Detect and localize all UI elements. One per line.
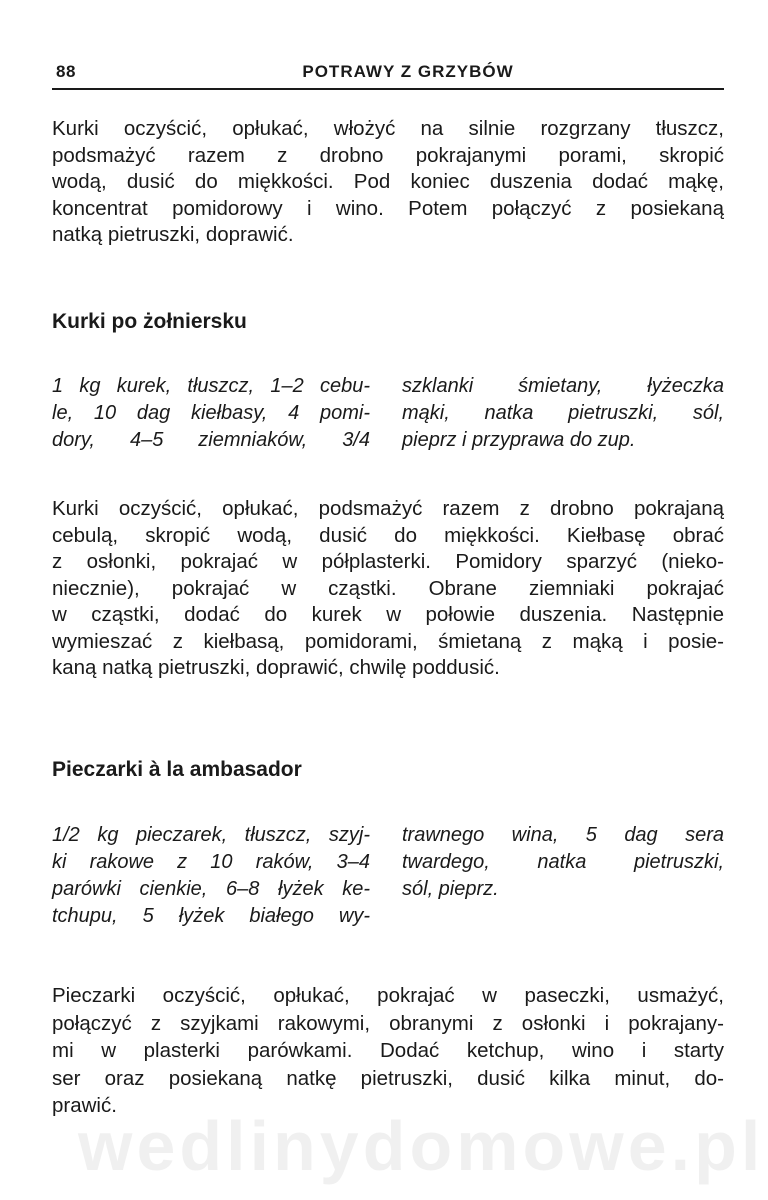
- text-line: twardego, natka pietruszki,: [402, 851, 724, 873]
- text-line: w cząstki, dodać do kurek w połowie duszenia. Następnie: [52, 603, 724, 626]
- text-line: sól, pieprz.: [402, 878, 499, 900]
- recipe1-method: [52, 496, 724, 682]
- text-line: ser oraz posiekaną natkę pietruszki, dusić kilka minut, do-: [52, 1066, 724, 1090]
- recipe2-method: [52, 982, 724, 1120]
- text-line: Kurki oczyścić, opłukać, podsmażyć razem z drobno pokrajaną: [52, 497, 724, 520]
- ingredients-column-right: [402, 373, 724, 454]
- text-line: 1/2 kg pieczarek, tłuszcz, szyj-: [52, 824, 370, 846]
- text-line: wymieszać z kiełbasą, pomidorami, śmietaną z mąką i posie-: [52, 629, 724, 653]
- text-line: połączyć z szyjkami rakowymi, obranymi z osłonki i pokrajany-: [52, 1011, 724, 1035]
- running-head: POTRAWY Z GRZYBÓW: [302, 62, 514, 81]
- ingredients-column-right: [402, 822, 724, 903]
- text-line: mąki, natka pietruszki, sól,: [402, 402, 724, 424]
- text-line: szklanki śmietany, łyżeczka: [402, 375, 724, 397]
- page-number: 88: [56, 62, 76, 81]
- text-line: le, 10 dag kiełbasy, 4 pomi-: [52, 402, 370, 424]
- recipe-title-pieczarki: Pieczarki à la ambasador: [52, 758, 302, 781]
- recipe1-ingredients: [52, 373, 724, 457]
- text-line: cebulą, skropić wodą, dusić do miękkości. Kiełbasę obrać: [52, 523, 724, 547]
- intro-paragraph: [52, 116, 724, 249]
- text-line: pieprz i przyprawa do zup.: [402, 429, 636, 451]
- text-line: ki rakowe z 10 raków, 3–4: [52, 851, 370, 873]
- page-header: [52, 58, 724, 90]
- text-line: niecznie), pokrajać w cząstki. Obrane ziemniaki pokrajać: [52, 576, 724, 600]
- ingredients-column-left: [52, 373, 370, 454]
- text-line: dory, 4–5 ziemniaków, 3/4: [52, 429, 370, 451]
- recipe-title-kurki: Kurki po żołniersku: [52, 310, 247, 333]
- text-line: z osłonki, pokrajać w półplasterki. Pomidory sparzyć (nieko-: [52, 550, 724, 573]
- text-line: trawnego wina, 5 dag sera: [402, 824, 724, 846]
- text-line: mi w plasterki parówkami. Dodać ketchup, wino i starty: [52, 1039, 724, 1062]
- text-line: Pieczarki oczyścić, opłukać, pokrajać w paseczki, usmażyć,: [52, 984, 724, 1007]
- text-line: podsmażyć razem z drobno pokrajanymi porami, skropić: [52, 143, 724, 167]
- watermark: wedlinydomowe.pl: [78, 1107, 765, 1185]
- text-line: prawić.: [52, 1094, 117, 1117]
- ingredients-column-left: [52, 822, 370, 930]
- text-line: 1 kg kurek, tłuszcz, 1–2 cebu-: [52, 375, 370, 397]
- text-line: Kurki oczyścić, opłukać, włożyć na silnie rozgrzany tłuszcz,: [52, 117, 724, 140]
- text-line: tchupu, 5 łyżek białego wy-: [52, 905, 370, 927]
- recipe2-ingredients: [52, 822, 724, 934]
- text-line: natką pietruszki, doprawić.: [52, 223, 294, 246]
- text-line: kaną natką pietruszki, doprawić, chwilę poddusić.: [52, 656, 500, 679]
- text-line: wodą, dusić do miękkości. Pod koniec duszenia dodać mąkę,: [52, 170, 724, 193]
- text-line: koncentrat pomidorowy i wino. Potem połączyć z posiekaną: [52, 196, 724, 220]
- text-line: parówki cienkie, 6–8 łyżek ke-: [52, 878, 370, 900]
